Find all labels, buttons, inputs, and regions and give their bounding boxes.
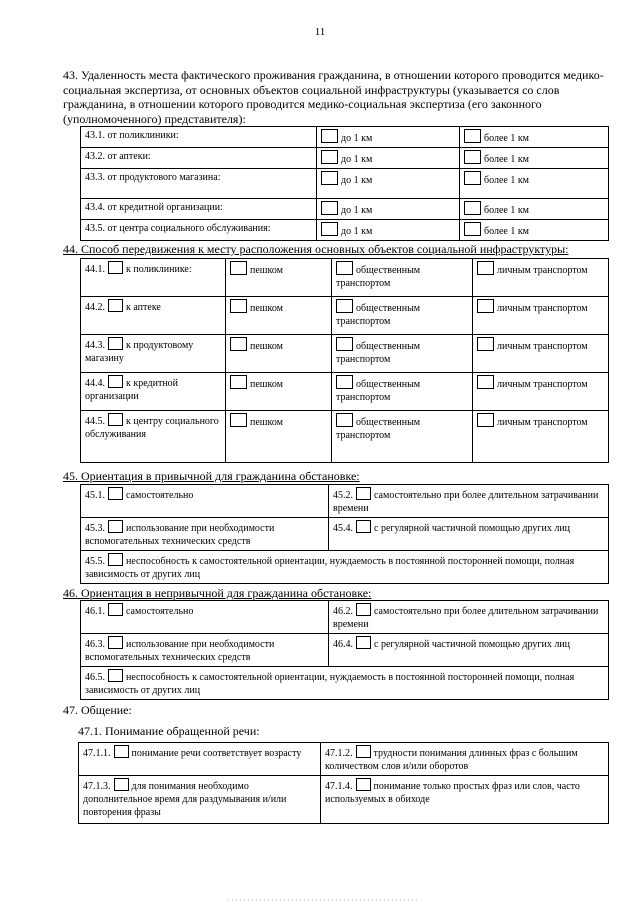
item-number: 44.1. bbox=[85, 264, 105, 275]
option-label: понимание только простых фраз или слов, часто используемых в обиходе bbox=[325, 781, 580, 805]
option-label: общественным транспортом bbox=[336, 417, 421, 441]
checkbox[interactable] bbox=[321, 171, 338, 185]
q43-row bbox=[81, 199, 609, 220]
q44-row bbox=[81, 335, 609, 373]
item-number: 44.2. bbox=[85, 302, 105, 313]
q46-title: 46. Ориентация в непривычной для гражданина обстановке: bbox=[63, 586, 372, 600]
checkbox[interactable] bbox=[336, 299, 353, 313]
checkbox[interactable] bbox=[464, 150, 481, 164]
checkbox[interactable] bbox=[336, 375, 353, 389]
option-label: общественным транспортом bbox=[336, 265, 421, 289]
option-label: общественным транспортом bbox=[336, 341, 421, 365]
q43-title: 43. Удаленность места фактического проживания гражданина, в отношении которого проводится медико-социальная экспертиза, от основных объектов социальной инфраструктуры (указывается со слов гражданина, в отношении которого проводится медико-социальная экспертиза (его законного (уполномоченного) представителя): bbox=[63, 68, 604, 126]
row-label: к поликлинике: bbox=[126, 264, 192, 275]
option-label: пешком bbox=[250, 417, 283, 428]
item-number: 46.4. bbox=[333, 639, 353, 650]
option-label: с регулярной частичной помощью других лиц bbox=[374, 523, 571, 534]
item-number: 46.5. bbox=[85, 672, 105, 683]
item-number: 44.5. bbox=[85, 416, 105, 427]
option-label: более 1 км bbox=[484, 133, 530, 144]
item-number: 45.5. bbox=[85, 556, 105, 567]
item-number: 45.4. bbox=[333, 523, 353, 534]
option-label: до 1 км bbox=[341, 175, 373, 186]
checkbox[interactable] bbox=[108, 413, 123, 426]
checkbox[interactable] bbox=[230, 337, 247, 351]
q45-title: 45. Ориентация в привычной для гражданина обстановке: bbox=[63, 469, 360, 483]
item-number: 45.1. bbox=[85, 490, 105, 501]
checkbox[interactable] bbox=[321, 150, 338, 164]
checkbox[interactable] bbox=[108, 603, 123, 616]
row-label: к продуктовому магазину bbox=[85, 340, 194, 364]
checkbox[interactable] bbox=[321, 129, 338, 143]
item-number: 44.4. bbox=[85, 378, 105, 389]
item-number: 46.1. bbox=[85, 606, 105, 617]
checkbox[interactable] bbox=[356, 603, 371, 616]
checkbox[interactable] bbox=[356, 487, 371, 500]
q43-table bbox=[80, 126, 609, 241]
checkbox[interactable] bbox=[336, 337, 353, 351]
q43-row-label: 43.2. от аптеки: bbox=[81, 148, 317, 169]
checkbox[interactable] bbox=[336, 261, 353, 275]
checkbox[interactable] bbox=[321, 201, 338, 215]
option-label: пешком bbox=[250, 265, 283, 276]
q43-row bbox=[81, 148, 609, 169]
option-label: общественным транспортом bbox=[336, 303, 421, 327]
option-label: понимание речи соответствует возрасту bbox=[131, 748, 302, 759]
checkbox[interactable] bbox=[108, 636, 123, 649]
option-label: для понимания необходимо дополнительное время для раздумывания и/или повторения фразы bbox=[83, 781, 287, 818]
q43-row-label: 43.5. от центра социального обслуживания: bbox=[81, 220, 317, 241]
option-label: личным транспортом bbox=[497, 303, 588, 314]
q47-1-title: 47.1. Понимание обращенной речи: bbox=[78, 724, 260, 738]
checkbox[interactable] bbox=[230, 299, 247, 313]
option-label: самостоятельно при более длительном затрачивании времени bbox=[333, 606, 599, 630]
row-label: к центру социального обслуживания bbox=[85, 416, 219, 440]
q43-row-label: 43.4. от кредитной организации: bbox=[81, 199, 317, 220]
checkbox[interactable] bbox=[356, 520, 371, 533]
q46-table bbox=[80, 600, 609, 700]
row-label: к кредитной организации bbox=[85, 378, 179, 402]
checkbox[interactable] bbox=[321, 222, 338, 236]
checkbox[interactable] bbox=[356, 778, 371, 791]
item-number: 46.2. bbox=[333, 606, 353, 617]
checkbox[interactable] bbox=[108, 553, 123, 566]
option-label: самостоятельно bbox=[126, 490, 194, 501]
option-label: трудности понимания длинных фраз с большим количеством слов и/или оборотов bbox=[325, 748, 578, 772]
checkbox[interactable] bbox=[230, 261, 247, 275]
checkbox[interactable] bbox=[477, 413, 494, 427]
checkbox[interactable] bbox=[108, 261, 123, 274]
option-label: с регулярной частичной помощью других лиц bbox=[374, 639, 571, 650]
checkbox[interactable] bbox=[356, 636, 371, 649]
option-label: неспособность к самостоятельной ориентации, нуждаемость в постоянной посторонней помощи, полная зависимость от других лиц bbox=[85, 556, 575, 580]
option-label: более 1 км bbox=[484, 226, 530, 237]
option-label: пешком bbox=[250, 341, 283, 352]
q43-row-label: 43.3. от продуктового магазина: bbox=[81, 169, 317, 199]
option-label: использование при необходимости вспомогательных технических средств bbox=[85, 639, 275, 663]
checkbox[interactable] bbox=[464, 222, 481, 236]
q43-row bbox=[81, 127, 609, 148]
q47-title: 47. Общение: bbox=[63, 703, 132, 717]
option-label: личным транспортом bbox=[497, 341, 588, 352]
option-label: более 1 км bbox=[484, 205, 530, 216]
option-label: более 1 км bbox=[484, 154, 530, 165]
item-number: 47.1.2. bbox=[325, 748, 353, 759]
q44-row bbox=[81, 297, 609, 335]
q45-table bbox=[80, 484, 609, 584]
checkbox[interactable] bbox=[464, 201, 481, 215]
checkbox[interactable] bbox=[108, 669, 123, 682]
option-label: пешком bbox=[250, 303, 283, 314]
q44-title: 44. Способ передвижения к месту расположения основных объектов социальной инфраструктуры: bbox=[63, 242, 569, 256]
item-number: 47.1.3. bbox=[83, 781, 111, 792]
option-label: до 1 км bbox=[341, 154, 373, 165]
q44-row bbox=[81, 259, 609, 297]
option-label: до 1 км bbox=[341, 205, 373, 216]
checkbox[interactable] bbox=[108, 337, 123, 350]
checkbox[interactable] bbox=[108, 375, 123, 388]
q44-table bbox=[80, 258, 609, 463]
q44-row bbox=[81, 411, 609, 463]
option-label: личным транспортом bbox=[497, 379, 588, 390]
option-label: самостоятельно при более длительном затрачивании времени bbox=[333, 490, 599, 514]
item-number: 47.1.4. bbox=[325, 781, 353, 792]
checkbox[interactable] bbox=[477, 337, 494, 351]
option-label: использование при необходимости вспомогательных технических средств bbox=[85, 523, 275, 547]
q44-row bbox=[81, 373, 609, 411]
checkbox[interactable] bbox=[477, 375, 494, 389]
q43-row-label: 43.1. от поликлиники: bbox=[81, 127, 317, 148]
checkbox[interactable] bbox=[108, 520, 123, 533]
row-label: к аптеке bbox=[126, 302, 161, 313]
option-label: личным транспортом bbox=[497, 265, 588, 276]
option-label: общественным транспортом bbox=[336, 379, 421, 403]
option-label: до 1 км bbox=[341, 133, 373, 144]
checkbox[interactable] bbox=[477, 299, 494, 313]
checkbox[interactable] bbox=[230, 413, 247, 427]
option-label: пешком bbox=[250, 379, 283, 390]
option-label: личным транспортом bbox=[497, 417, 588, 428]
q43-row bbox=[81, 220, 609, 241]
checkbox[interactable] bbox=[477, 261, 494, 275]
option-label: до 1 км bbox=[341, 226, 373, 237]
checkbox[interactable] bbox=[356, 745, 371, 758]
item-number: 47.1.1. bbox=[83, 748, 111, 759]
page-number: 11 bbox=[314, 26, 326, 38]
checkbox[interactable] bbox=[108, 487, 123, 500]
option-label: неспособность к самостоятельной ориентации, нуждаемость в постоянной посторонней помощи, полная зависимость от других лиц bbox=[85, 672, 575, 696]
checkbox[interactable] bbox=[464, 171, 481, 185]
checkbox[interactable] bbox=[108, 299, 123, 312]
option-label: самостоятельно bbox=[126, 606, 194, 617]
item-number: 46.3. bbox=[85, 639, 105, 650]
item-number: 44.3. bbox=[85, 340, 105, 351]
q43-row bbox=[81, 169, 609, 199]
checkbox[interactable] bbox=[230, 375, 247, 389]
checkbox[interactable] bbox=[336, 413, 353, 427]
checkbox[interactable] bbox=[114, 778, 129, 791]
q47-table bbox=[78, 742, 609, 824]
item-number: 45.2. bbox=[333, 490, 353, 501]
item-number: 45.3. bbox=[85, 523, 105, 534]
scan-artifact bbox=[0, 895, 640, 905]
checkbox[interactable] bbox=[464, 129, 481, 143]
option-label: более 1 км bbox=[484, 175, 530, 186]
checkbox[interactable] bbox=[114, 745, 129, 758]
